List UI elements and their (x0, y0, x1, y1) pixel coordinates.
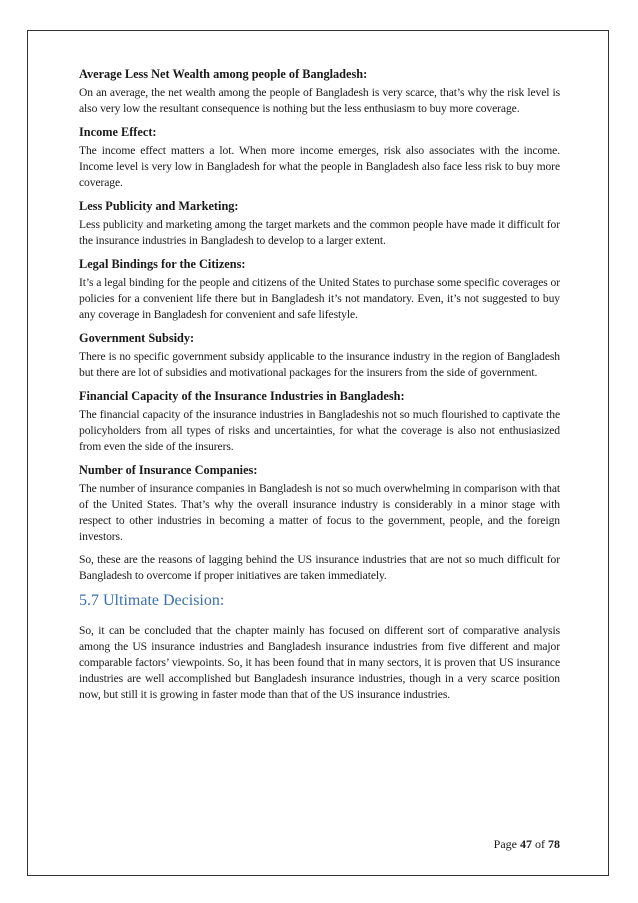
section-subsidy (79, 330, 560, 381)
page-total: 78 (548, 837, 560, 851)
page-number (494, 837, 560, 852)
section-paragraph: The number of insurance companies in Bangladesh is not so much overwhelming in comparison with that of the United States. That’s why the overall insurance industry is considerably in a minor stage with respect to other industries in becoming a matter of focus to the government, people, and the foreign investors. (79, 482, 560, 543)
section-paragraph: The financial capacity of the insurance industries in Bangladeshis not so much flourished to captivate the policyholders from all types of risks and uncertainties, for what the coverage is also not enthusiasized from even the side of the insurers. (79, 408, 560, 453)
conclusion-paragraph: So, it can be concluded that the chapter mainly has focused on different sort of comparative analysis among the US insurance industries and Bangladesh insurance industries from five different and major comparable factors’ viewpoints. So, it has been found that in many sectors, it is proven that US insurance industries are well accomplished but Bangladesh insurance industries, though in a very scarce position now, but still it is growing in faster mode than that of the US insurance industries. (79, 624, 560, 701)
section-paragraph: The income effect matters a lot. When more income emerges, risk also associates with the income. Income level is very low in Bangladesh for what the people in Bangladesh also face less risk to buy more coverage. (79, 144, 560, 189)
page-current: 47 (520, 837, 532, 851)
section-paragraph: On an average, the net wealth among the people of Bangladesh is very scarce, that’s why the risk level is also very low the resultant consequence is nothing but the less enthusiasm to buy more coverage. (79, 86, 560, 115)
section-paragraph: It’s a legal binding for the people and citizens of the United States to purchase some specific coverages or policies for a convenient life there but in Bangladesh it’s not mandatory. Even, it’s not suggested to buy any coverage in Bangladesh for convenient and safe lifestyle. (79, 276, 560, 321)
section-paragraph: There is no specific government subsidy applicable to the insurance industry in the region of Bangladesh but there are lot of subsidies and motivational packages for the insurers from the side of government. (79, 350, 560, 379)
closing-paragraph: So, these are the reasons of lagging behind the US insurance industries that are not so much difficult for Bangladesh to overcome if proper initiatives are taken immediately. (79, 553, 560, 582)
section-heading: Legal Bindings for the Citizens: (79, 257, 246, 271)
document-body (79, 66, 560, 710)
page-separator: of (535, 837, 545, 851)
section-financial (79, 388, 560, 455)
section-income (79, 124, 560, 191)
page-prefix: Page (493, 837, 517, 851)
section-heading: Average Less Net Wealth among people of Bangladesh: (79, 67, 368, 81)
section-heading: Number of Insurance Companies: (79, 463, 258, 477)
section-heading: Government Subsidy: (79, 331, 195, 345)
section-heading: Financial Capacity of the Insurance Industries in Bangladesh: (79, 389, 405, 403)
section-companies (79, 462, 560, 545)
section-paragraph: Less publicity and marketing among the target markets and the common people have made it difficult for the insurance industries in Bangladesh to develop to a larger extent. (79, 218, 560, 247)
section-heading: Less Publicity and Marketing: (79, 199, 239, 213)
section-heading: Income Effect: (79, 125, 157, 139)
section-publicity (79, 198, 560, 249)
section-legal (79, 256, 560, 323)
section-wealth (79, 66, 560, 117)
section-title: 5.7 Ultimate Decision: (79, 592, 225, 609)
